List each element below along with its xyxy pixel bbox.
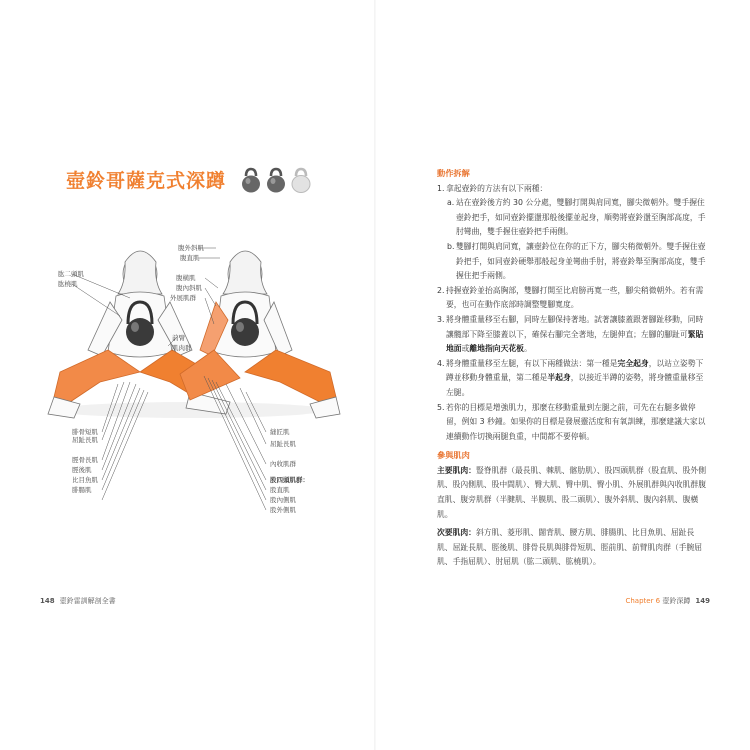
label-biceps: 肱二頭肌 (58, 270, 84, 278)
step-1b: b. 雙腳打開與肩同寬，讓壺鈴位在你的正下方，腳尖稍微朝外。雙手握住壺鈴把手，如同壺鈴硬舉那般起身並彎曲手肘，將壺鈴舉至胸部高度，雙手握住把手兩側。 (447, 241, 706, 281)
exercise-title: 壺鈴哥薩克式深蹲 (66, 170, 227, 192)
label-transverse-abdominis: 腹橫肌 (176, 274, 196, 282)
label-sartorius: 縫匠肌 (270, 428, 290, 436)
chapter-label: Chapter 6 (625, 597, 661, 605)
right-footer (625, 596, 710, 606)
chapter-title: 壺鈴深蹲 (662, 597, 691, 605)
step-2: 2. 持握壺鈴並抬高胸部，雙腳打開至比肩膀再寬一些，腳尖稍微朝外。若有需要，也可在動作底部時調整雙腳寬度。 (437, 285, 704, 310)
step-1: 1. 拿起壺鈴的方法有以下兩種： (437, 183, 548, 193)
label-rectus-femoris: 股直肌 (270, 486, 290, 494)
label-peroneus-longus: 脛骨長肌 (72, 456, 98, 464)
label-brachioradialis: 肱橈肌 (58, 280, 78, 288)
section-heading-muscles: 參與肌肉 (437, 450, 470, 461)
label-peroneus-brevis: 腓骨短肌 (72, 428, 98, 436)
label-forearm-1: 前臂 (172, 334, 185, 342)
kettlebell-outline-icon (290, 167, 312, 193)
book-title-footer: 壺鈴雷訓解剖全書 (59, 597, 116, 605)
figure-right (180, 251, 340, 418)
label-internal-oblique: 腹內斜肌 (176, 284, 202, 292)
step-4: 4. 將身體重量移至左腿，有以下兩種做法：第一種是完全起身，以站立姿勢下蹲並移動身體重量，第二種是半起身，以接近半蹲的姿勢，將身體重量移至左腿。 (437, 358, 704, 397)
label-quadriceps-heading: 股四頭肌群： (270, 476, 309, 484)
section-heading-steps: 動作拆解 (437, 168, 470, 178)
right-page (375, 0, 750, 750)
label-external-oblique: 腹外斜肌 (178, 244, 204, 252)
exercise-title-row (66, 166, 312, 193)
page-number-left: 148 (40, 597, 55, 605)
label-tibialis-posterior: 脛後肌 (72, 466, 92, 474)
left-footer (40, 596, 116, 606)
label-gastrocnemius: 腓腸肌 (72, 486, 92, 494)
label-vastus-medialis: 股內側肌 (270, 496, 296, 504)
label-extensor-longus: 屈趾長肌 (270, 440, 296, 448)
label-adductors: 內收肌群 (270, 460, 296, 468)
label-abductors: 外展肌群 (170, 294, 196, 302)
label-vastus-lateralis: 股外側肌 (270, 506, 296, 514)
kettlebell-icon (265, 167, 287, 193)
kettlebell-icon (240, 167, 262, 193)
label-forearm-2: 肌肉群 (172, 344, 192, 352)
label-soleus: 比目魚肌 (72, 476, 98, 484)
label-rectus-abdominis: 腹直肌 (180, 254, 200, 262)
step-3: 3. 將身體重量移至右腳，同時左腳保持著地。試著讓膝蓋跟著腳趾移動，同時讓髖部下降至膝蓋以下，確保右腳完全著地，左腿伸直；左腳的腳趾可緊貼地面或離地指向天花板。 (437, 314, 704, 354)
secondary-muscles: 次要肌肉：斜方肌、菱形肌、闊背肌、腰方肌、腓腸肌、比目魚肌、屈趾長肌、屈趾長肌、脛後肌、腓骨長肌與腓骨短肌、脛前肌、前臂肌肉群（手腕屈肌、手指屈肌）、肘屈肌（肱二頭肌、肱橈肌）。 (437, 528, 703, 567)
label-flexor-digitorum: 屈趾長肌 (72, 436, 98, 444)
difficulty-kettlebells (240, 167, 312, 193)
instructions-content (437, 166, 709, 570)
primary-muscles: 主要肌肉：豎脊肌群（最長肌、棘肌、髂肋肌）、股四頭肌群（股直肌、股外側肌、股內側肌、股中間肌）、臀大肌、臀中肌、臀小肌、外展肌群與內收肌群腹直肌、腹旁肌群（半腱肌、半膜肌、股二頭肌）、腹外斜肌、腹內斜肌、腹橫肌。 (437, 465, 706, 519)
step-5: 5. 若你的目標是增強肌力，那麼在移動重量到左腿之前，可先在右腿多做停留，例如 3 秒鐘。如果你的目標是發展靈活度和有氧訓練，那麼建議大家以連續動作切換兩腿負重，中間都不要停頓。 (437, 402, 706, 441)
page-number-right: 149 (695, 597, 710, 605)
step-1a: a. 站在壺鈴後方約 30 公分處，雙腳打開與肩同寬，腳尖微朝外。雙手握住壺鈴把手，如同壺鈴擺盪那般後擺並起身，順勢將壺鈴盪至胸部高度，手肘彎曲，雙手握住壺鈴把手兩側。 (447, 198, 706, 237)
